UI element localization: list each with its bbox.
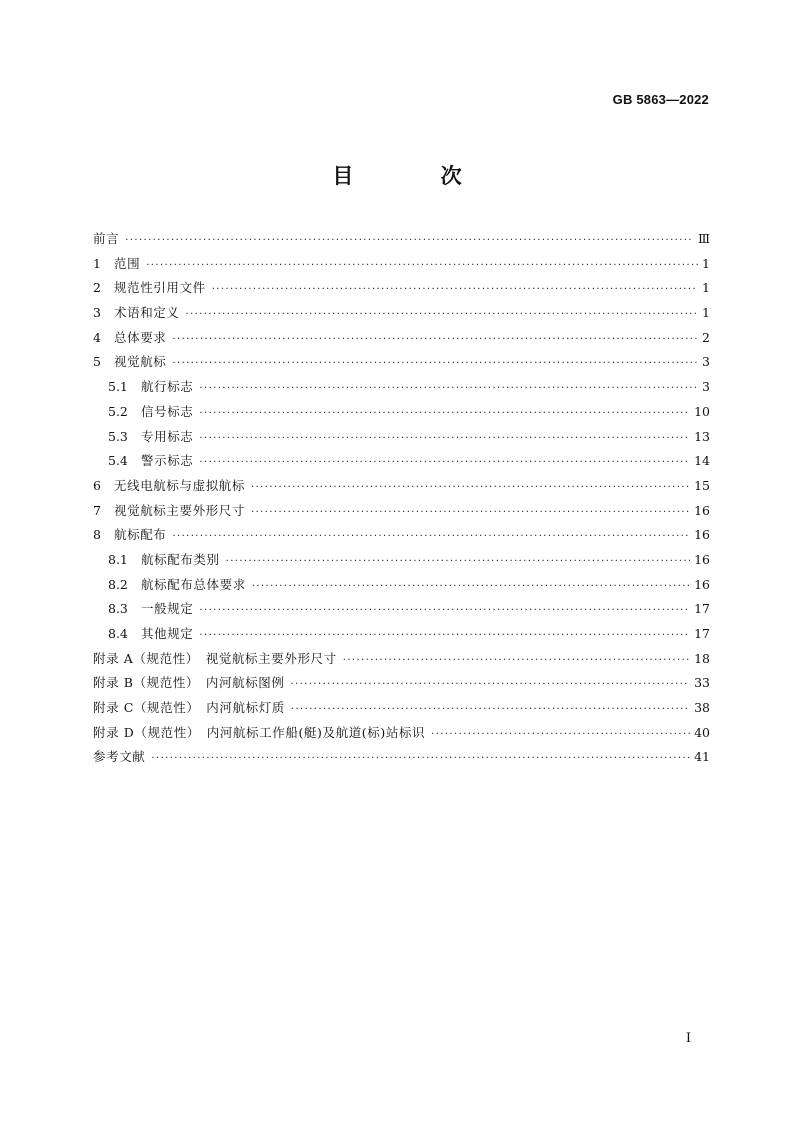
toc-leader-dots (172, 352, 698, 377)
toc-entry-title: 前言 (93, 231, 120, 246)
toc-entry-page: 16 (694, 502, 710, 518)
toc-entry-title: 视觉航标 (114, 354, 167, 370)
toc-entry-number: 5.4 (108, 453, 128, 469)
toc-leader-dots (252, 575, 690, 600)
toc-leader-dots (291, 673, 691, 698)
toc-leader-dots (199, 624, 690, 649)
toc-entry[interactable] (93, 400, 710, 425)
toc-entry-number: 8.1 (108, 551, 128, 567)
toc-entry[interactable] (93, 721, 710, 746)
toc-entry-title: 视觉航标主要外形尺寸 (114, 502, 246, 518)
toc-entry-title: 附录 D（规范性） 内河航标工作船(艇)及航道(标)站标识 (93, 724, 426, 740)
toc-entry[interactable] (93, 425, 710, 450)
toc-entry[interactable] (93, 548, 710, 573)
toc-leader-dots (199, 451, 690, 476)
toc-entry-page: 10 (694, 403, 710, 419)
toc-entry-page: 15 (694, 477, 710, 493)
toc-entry-title: 航标配布 (114, 527, 167, 543)
toc-entry-title: 参考文献 (93, 749, 146, 765)
toc-leader-dots (251, 476, 690, 501)
toc-entry-page: 38 (694, 700, 710, 716)
toc-entry-title: 无线电航标与虚拟航标 (114, 477, 246, 493)
toc-entry[interactable] (93, 350, 710, 375)
toc-entry-title: 规范性引用文件 (114, 280, 206, 296)
toc-entry-number: 4 (93, 329, 101, 345)
toc-entry-page: 16 (694, 576, 710, 592)
page-title: 目 次 (332, 164, 502, 188)
toc-entry-page: 1 (702, 305, 710, 321)
toc-entry-page: 3 (702, 354, 710, 370)
toc-entry-title: 专用标志 (141, 428, 194, 444)
toc-entry-page: 41 (694, 749, 710, 765)
toc-leader-dots (291, 698, 690, 723)
toc-entry-title: 范围 (114, 255, 141, 271)
toc-entry-title: 附录 A（规范性） 视觉航标主要外形尺寸 (93, 650, 337, 666)
toc-leader-dots (151, 747, 690, 772)
toc-entry[interactable] (93, 745, 710, 770)
toc-entry[interactable] (93, 622, 710, 647)
toc-entry-number: 5.1 (108, 379, 128, 395)
toc-entry[interactable] (93, 276, 710, 301)
toc-entry[interactable] (93, 449, 710, 474)
toc-entry[interactable] (93, 647, 710, 672)
toc-entry-page: Ⅲ (697, 231, 710, 246)
toc-leader-dots (125, 229, 694, 254)
toc-leader-dots (172, 328, 698, 353)
toc-leader-dots (199, 599, 690, 624)
toc-leader-dots (431, 723, 690, 748)
toc-entry-page: 16 (694, 551, 710, 567)
toc-entry-page: 16 (694, 527, 710, 543)
toc-entry-number: 5.3 (108, 428, 128, 444)
toc-leader-dots (172, 525, 690, 550)
toc-entry-title: 术语和定义 (114, 305, 180, 321)
toc-entry-number: 8.3 (108, 601, 128, 617)
toc-entry-title: 信号标志 (141, 403, 194, 419)
toc-leader-dots (199, 402, 690, 427)
toc-entry-title: 附录 B（规范性） 内河航标图例 (93, 675, 285, 691)
toc-entry-number: 3 (93, 305, 101, 321)
toc-leader-dots (146, 254, 698, 279)
toc-entry-page: 40 (694, 724, 710, 740)
table-of-contents (93, 227, 710, 770)
toc-entry-title: 航标配布类别 (141, 551, 220, 567)
toc-entry[interactable] (93, 474, 710, 499)
toc-entry-page: 1 (702, 280, 710, 296)
toc-entry-title: 总体要求 (114, 329, 167, 345)
toc-entry[interactable] (93, 252, 710, 277)
toc-entry-number: 5.2 (108, 403, 128, 419)
toc-entry-title: 航标配布总体要求 (141, 576, 246, 592)
toc-entry-page: 17 (694, 626, 710, 641)
toc-leader-dots (199, 377, 698, 402)
toc-entry-title: 附录 C（规范性） 内河航标灯质 (93, 700, 285, 716)
toc-entry-page: 33 (694, 675, 710, 691)
page-number: I (685, 1031, 691, 1046)
toc-leader-dots (212, 278, 698, 303)
toc-entry-number: 1 (93, 255, 101, 271)
toc-entry-page: 1 (702, 255, 710, 271)
toc-entry-number: 6 (93, 477, 101, 493)
standard-number: GB 5863—2022 (612, 92, 709, 107)
toc-entry[interactable] (93, 523, 710, 548)
toc-leader-dots (186, 303, 698, 328)
toc-leader-dots (251, 501, 690, 526)
toc-entry[interactable] (93, 499, 710, 524)
toc-entry[interactable] (93, 573, 710, 598)
toc-entry-page: 17 (694, 601, 710, 617)
toc-entry[interactable] (93, 227, 710, 252)
toc-entry-page: 2 (702, 329, 710, 345)
toc-entry-page: 18 (694, 650, 710, 666)
toc-entry-number: 8.4 (108, 626, 128, 641)
toc-entry[interactable] (93, 671, 710, 696)
toc-leader-dots (343, 649, 690, 674)
toc-entry-number: 8.2 (108, 576, 128, 592)
toc-entry-title: 其他规定 (141, 626, 194, 641)
toc-entry-title: 警示标志 (141, 453, 194, 469)
toc-entry-page: 3 (702, 379, 710, 395)
toc-entry-page: 13 (694, 428, 710, 444)
toc-entry-number: 5 (93, 354, 101, 370)
toc-entry[interactable] (93, 597, 710, 622)
toc-entry-title: 一般规定 (141, 601, 194, 617)
toc-leader-dots (226, 550, 690, 575)
toc-entry[interactable] (93, 696, 710, 721)
toc-entry-number: 8 (93, 527, 101, 543)
toc-entry[interactable] (93, 375, 710, 400)
toc-leader-dots (199, 427, 690, 452)
toc-entry-page: 14 (694, 453, 710, 469)
toc-entry-number: 7 (93, 502, 101, 518)
toc-entry-number: 2 (93, 280, 101, 296)
toc-entry[interactable] (93, 326, 710, 351)
toc-entry[interactable] (93, 301, 710, 326)
toc-entry-title: 航行标志 (141, 379, 194, 395)
